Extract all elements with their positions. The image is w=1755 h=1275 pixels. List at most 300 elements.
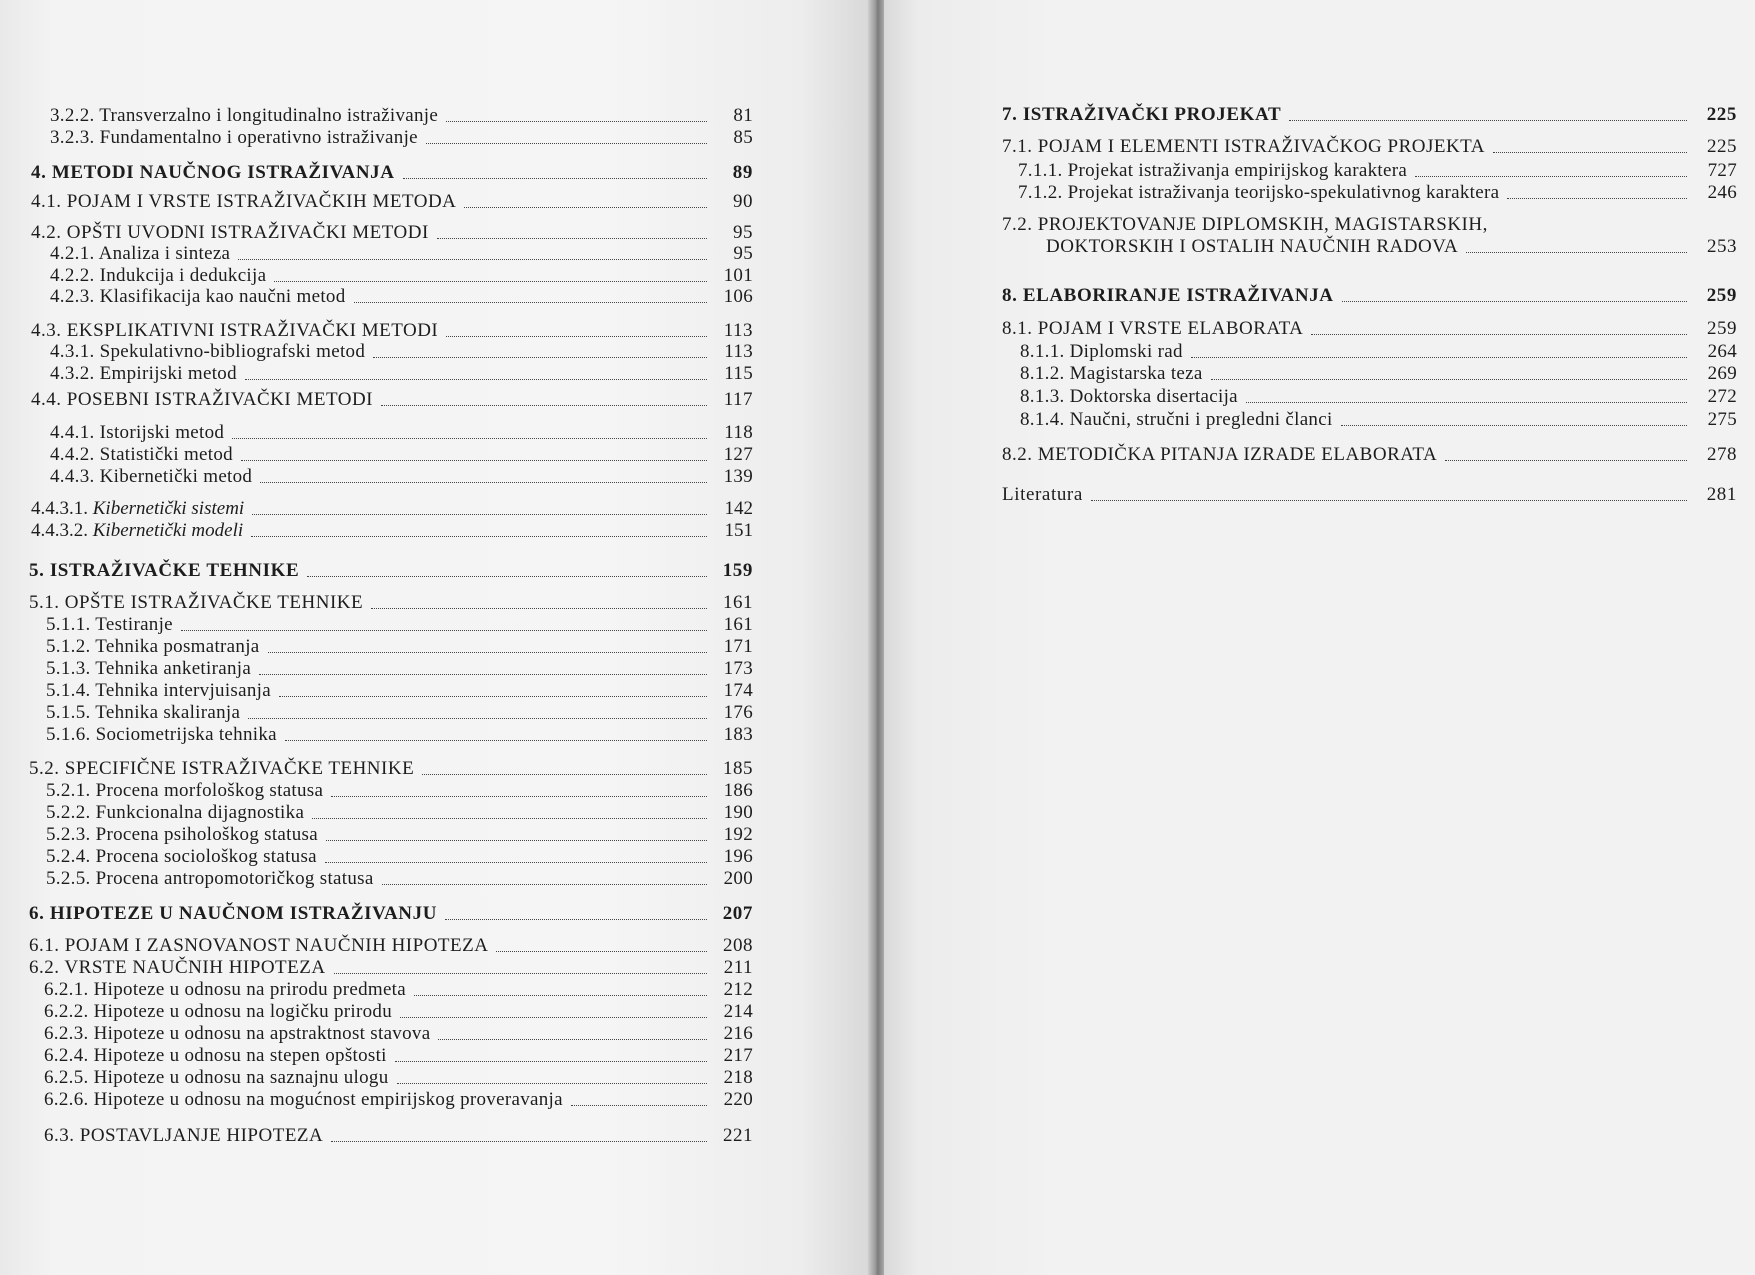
- toc-page-number: 185: [723, 758, 753, 779]
- dot-leader: [1493, 152, 1687, 153]
- toc-entry: [50, 127, 753, 149]
- dot-leader: [397, 1083, 707, 1084]
- dot-leader: [373, 357, 707, 358]
- toc-entry: [1020, 409, 1737, 431]
- toc-page-number: 81: [733, 105, 753, 126]
- toc-entry: [50, 265, 753, 287]
- dot-leader: [331, 796, 707, 797]
- toc-entry-text: Indukcija i dedukcija: [99, 265, 267, 286]
- toc-entry-text: Hipoteze u odnosu na stepen opštosti: [93, 1045, 387, 1066]
- toc-page-number: 101: [723, 265, 753, 286]
- toc-entry-number: 6.1.: [29, 935, 60, 956]
- toc-entry-title: [44, 1045, 387, 1067]
- toc-entry: [1002, 484, 1737, 506]
- toc-entry-text: Analiza i sinteza: [98, 243, 231, 264]
- toc-entry-title: [50, 341, 365, 363]
- dot-leader: [445, 919, 707, 920]
- toc-entry: [46, 780, 753, 802]
- toc-entry-text: Diplomski rad: [1069, 341, 1183, 362]
- dot-leader: [1507, 198, 1687, 199]
- toc-entry-number: 5.1.6.: [46, 724, 91, 745]
- toc-entry: [1002, 104, 1737, 126]
- toc-page-number: 246: [1707, 182, 1737, 203]
- toc-entry-text: Tehnika posmatranja: [95, 636, 260, 657]
- toc-entry-title: [1002, 285, 1334, 307]
- toc-entry-number: 5.1.5.: [46, 702, 91, 723]
- toc-entry-text: EKSPLIKATIVNI ISTRAŽIVAČKI METODI: [66, 320, 439, 341]
- toc-entry-text: VRSTE NAUČNIH HIPOTEZA: [64, 957, 326, 978]
- toc-entry: [1002, 136, 1737, 158]
- toc-entry-title: [50, 127, 418, 149]
- toc-entry-title: [29, 560, 299, 582]
- toc-entry: [31, 320, 753, 342]
- toc-page-number: 272: [1707, 386, 1737, 407]
- toc-page-number: 173: [723, 658, 753, 679]
- dot-leader: [232, 438, 707, 439]
- toc-entry-title: [1020, 363, 1203, 385]
- toc-entry-title: [31, 520, 243, 542]
- toc-entry-title: [44, 1089, 563, 1111]
- dot-leader: [1415, 176, 1687, 177]
- dot-leader: [371, 608, 707, 609]
- toc-entry-number: 7.1.1.: [1018, 160, 1063, 181]
- toc-entry-number: 8.: [1002, 285, 1018, 306]
- toc-entry-text: POSTAVLJANJE HIPOTEZA: [79, 1125, 324, 1146]
- dot-leader: [400, 1017, 707, 1018]
- toc-page-number: 278: [1707, 444, 1737, 465]
- toc-entry-text: Fundamentalno i operativno istraživanje: [99, 127, 418, 148]
- toc-entry-text: ISTRAŽIVAČKI PROJEKAT: [1022, 104, 1282, 125]
- toc-entry: [46, 824, 753, 846]
- dot-leader: [181, 630, 707, 631]
- toc-entry-number: 5.2.5.: [46, 868, 91, 889]
- toc-page-number: 200: [723, 868, 753, 889]
- toc-page-number: 159: [722, 560, 753, 581]
- toc-entry-text: ELABORIRANJE ISTRAŽIVANJA: [1022, 285, 1334, 306]
- toc-entry-text: Magistarska teza: [1069, 363, 1203, 384]
- toc-entry-title: [50, 243, 230, 265]
- dot-leader: [381, 405, 707, 406]
- toc-entry-number: 7.1.: [1002, 136, 1033, 157]
- dot-leader: [285, 740, 707, 741]
- toc-page-number: 176: [723, 702, 753, 723]
- toc-entry-text: Procena antropomotoričkog statusa: [95, 868, 374, 889]
- toc-entry-number: 4.4.3.2.: [31, 520, 88, 541]
- toc-entry-text: SPECIFIČNE ISTRAŽIVAČKE TEHNIKE: [64, 758, 415, 779]
- dot-leader: [422, 774, 707, 775]
- toc-entry: [31, 162, 753, 184]
- toc-entry-number: 4.1.: [31, 191, 62, 212]
- toc-entry-text: Projekat istraživanja empirijskog karaktera: [1067, 160, 1408, 181]
- toc-entry-number: 6.2.3.: [44, 1023, 89, 1044]
- toc-entry: [44, 1023, 753, 1045]
- toc-entry-text: Funkcionalna dijagnostika: [95, 802, 305, 823]
- toc-entry-title: [1018, 160, 1407, 182]
- dot-leader: [252, 514, 707, 515]
- toc-entry: [50, 286, 753, 308]
- dot-leader: [334, 973, 707, 974]
- toc-entry: [50, 341, 753, 363]
- toc-entry-title: [46, 702, 240, 724]
- toc-entry-title: [44, 1067, 389, 1089]
- toc-entry-text: Hipoteze u odnosu na prirodu predmeta: [93, 979, 406, 1000]
- toc-entry-number: 6.2.5.: [44, 1067, 89, 1088]
- toc-entry: [46, 680, 753, 702]
- toc-entry-title: [1020, 409, 1333, 431]
- dot-leader: [1289, 120, 1687, 121]
- toc-entry-text: Transverzalno i longitudinalno istraživanje: [99, 105, 439, 126]
- dot-leader: [446, 336, 707, 337]
- toc-page-number: 220: [723, 1089, 753, 1110]
- toc-page-number: 183: [723, 724, 753, 745]
- toc-entry-number: 4.4.: [31, 389, 62, 410]
- dot-leader: [245, 379, 707, 380]
- toc-page-number: 207: [722, 903, 753, 924]
- toc-entry-number: 6.2.6.: [44, 1089, 89, 1110]
- toc-list-right: [884, 0, 1755, 1275]
- toc-entry-text: METODIČKA PITANJA IZRADE ELABORATA: [1037, 444, 1438, 465]
- toc-entry-text: Tehnika anketiranja: [95, 658, 252, 679]
- toc-entry-text: Kibernetički modeli: [92, 520, 244, 541]
- toc-entry: [44, 1045, 753, 1067]
- toc-entry-text: Projekat istraživanja teorijsko-spekulativnog karaktera: [1067, 182, 1500, 203]
- toc-page-number: 90: [733, 191, 753, 212]
- toc-entry-number: 5.: [29, 560, 45, 581]
- toc-entry-number: 8.1.4.: [1020, 409, 1065, 430]
- toc-entry: [1020, 386, 1737, 408]
- toc-entry: [29, 957, 753, 979]
- toc-entry-text: Testiranje: [95, 614, 173, 635]
- toc-entry-text: PROJEKTOVANJE DIPLOMSKIH, MAGISTARSKIH,: [1037, 214, 1488, 235]
- toc-entry-text: Literatura: [1002, 484, 1083, 505]
- toc-entry-number: 4.4.3.1.: [31, 498, 88, 519]
- toc-entry-title: [1002, 136, 1485, 158]
- toc-entry-text: Statistički metod: [99, 444, 233, 465]
- toc-page-number: 186: [723, 780, 753, 801]
- toc-entry: [46, 802, 753, 824]
- dot-leader: [426, 143, 707, 144]
- toc-entry-number: 5.1.2.: [46, 636, 91, 657]
- toc-entry-title: [46, 724, 277, 746]
- toc-entry: [31, 389, 753, 411]
- toc-entry-title: [50, 105, 438, 127]
- toc-entry-number: 8.1.2.: [1020, 363, 1065, 384]
- toc-entry: [1020, 341, 1737, 363]
- toc-entry-text: METODI NAUČNOG ISTRAŽIVANJA: [51, 162, 395, 183]
- toc-entry: [50, 466, 753, 488]
- toc-entry-title: [46, 636, 260, 658]
- toc-entry-title: [46, 846, 317, 868]
- toc-entry-number: 4.3.1.: [50, 341, 95, 362]
- toc-entry: [1020, 363, 1737, 385]
- dot-leader: [251, 536, 707, 537]
- toc-entry-title: [29, 935, 488, 957]
- toc-page-number: 727: [1707, 160, 1737, 181]
- toc-entry-title: [1018, 182, 1499, 204]
- toc-entry-number: 4.3.2.: [50, 363, 95, 384]
- toc-entry-title: [31, 162, 395, 184]
- toc-entry-number: 8.1.1.: [1020, 341, 1065, 362]
- toc-entry: [44, 1089, 753, 1111]
- toc-entry-text: POJAM I VRSTE ISTRAŽIVAČKIH METODA: [66, 191, 457, 212]
- toc-entry-text: Kibernetički sistemi: [92, 498, 245, 519]
- toc-entry-number: 4.4.2.: [50, 444, 95, 465]
- dot-leader: [464, 207, 707, 208]
- toc-entry-text: Procena sociološkog statusa: [95, 846, 317, 867]
- toc-page-number: 161: [723, 592, 753, 613]
- toc-entry: [1002, 318, 1737, 340]
- toc-entry: [1002, 214, 1737, 258]
- toc-entry-title: [31, 191, 456, 213]
- toc-page-number: 264: [1707, 341, 1737, 362]
- dot-leader: [312, 818, 707, 819]
- toc-entry-text: Spekulativno-bibliografski metod: [99, 341, 366, 362]
- toc-entry-text: Procena morfološkog statusa: [95, 780, 324, 801]
- dot-leader: [259, 674, 707, 675]
- toc-entry-number: 3.2.2.: [50, 105, 95, 126]
- toc-page-number: 190: [723, 802, 753, 823]
- toc-page-number: 216: [723, 1023, 753, 1044]
- toc-page-number: 225: [1706, 104, 1737, 125]
- toc-entry-number: 6.3.: [44, 1125, 75, 1146]
- dot-leader: [1342, 301, 1687, 302]
- dot-leader: [496, 951, 707, 952]
- toc-entry-text: Doktorska disertacija: [1069, 386, 1238, 407]
- toc-entry-number: 3.2.3.: [50, 127, 95, 148]
- toc-entry-title: [29, 957, 326, 979]
- toc-entry-title: [44, 1125, 323, 1147]
- dot-leader: [279, 696, 707, 697]
- dot-leader: [1191, 357, 1687, 358]
- toc-entry: [1002, 285, 1737, 307]
- toc-entry-number: 4.4.3.: [50, 466, 95, 487]
- toc-page-number: 115: [724, 363, 753, 384]
- toc-page-number: 218: [723, 1067, 753, 1088]
- toc-entry-number: 5.1.4.: [46, 680, 91, 701]
- toc-entry-title: [50, 363, 237, 385]
- left-page: [0, 0, 870, 1275]
- toc-entry-title: [44, 979, 406, 1001]
- toc-entry-text: OPŠTE ISTRAŽIVAČKE TEHNIKE: [64, 592, 364, 613]
- toc-entry: [1018, 160, 1737, 182]
- dot-leader: [571, 1105, 707, 1106]
- toc-page-number: 192: [723, 824, 753, 845]
- toc-entry-number: 6.2.4.: [44, 1045, 89, 1066]
- toc-entry-text: Klasifikacija kao naučni metod: [99, 286, 346, 307]
- toc-entry-text: Tehnika skaliranja: [95, 702, 241, 723]
- toc-entry-title: [1020, 341, 1183, 363]
- toc-entry-title: [50, 466, 252, 488]
- dot-leader: [1311, 334, 1687, 335]
- toc-entry-title: [31, 222, 429, 244]
- toc-entry-number: 5.1.1.: [46, 614, 91, 635]
- toc-page-number: 118: [724, 422, 753, 443]
- toc-entry: [44, 979, 753, 1001]
- toc-entry-number: 8.1.3.: [1020, 386, 1065, 407]
- toc-entry-number: 6.2.2.: [44, 1001, 89, 1022]
- toc-page-number: 225: [1707, 136, 1737, 157]
- toc-entry-number: 5.2.: [29, 758, 60, 779]
- toc-entry-number: 7.2.: [1002, 214, 1033, 235]
- dot-leader: [1445, 460, 1687, 461]
- toc-entry: [46, 846, 753, 868]
- toc-entry: [50, 105, 753, 127]
- toc-entry-number: 5.1.3.: [46, 658, 91, 679]
- toc-entry-title: [46, 658, 251, 680]
- toc-entry: [46, 868, 753, 890]
- toc-entry: [46, 702, 753, 724]
- toc-entry-number: 7.: [1002, 104, 1018, 125]
- toc-page-number: 196: [723, 846, 753, 867]
- toc-page-number: 171: [723, 636, 753, 657]
- toc-page-number: 214: [723, 1001, 753, 1022]
- toc-entry-number: 4.2.1.: [50, 243, 95, 264]
- toc-page-number: 113: [724, 341, 753, 362]
- toc-entry-title: [44, 1001, 392, 1023]
- toc-entry-title: [46, 680, 271, 702]
- toc-page-number: 95: [733, 243, 753, 264]
- toc-page-number: 259: [1706, 285, 1737, 306]
- toc-entry: [44, 1125, 753, 1147]
- dot-leader: [326, 840, 707, 841]
- toc-entry: [31, 520, 753, 542]
- toc-entry: [46, 724, 753, 746]
- toc-entry-text: Procena psihološkog statusa: [95, 824, 318, 845]
- toc-entry-title: [1020, 386, 1238, 408]
- toc-entry-number: 4.4.1.: [50, 422, 95, 443]
- toc-entry-title: [50, 286, 346, 308]
- dot-leader: [325, 862, 707, 863]
- toc-entry-text: Naučni, stručni i pregledni članci: [1069, 409, 1333, 430]
- toc-entry-number: 4.2.2.: [50, 265, 95, 286]
- toc-entry-number: 5.1.: [29, 592, 60, 613]
- dot-leader: [260, 482, 707, 483]
- toc-page-number: 269: [1707, 363, 1737, 384]
- toc-entry-title: [29, 758, 414, 780]
- toc-entry-text: HIPOTEZE U NAUČNOM ISTRAŽIVANJU: [49, 903, 438, 924]
- toc-entry-title: [1002, 444, 1437, 466]
- toc-entry-title: [44, 1023, 430, 1045]
- toc-entry: [44, 1001, 753, 1023]
- toc-page-number: 253: [1707, 236, 1737, 257]
- toc-page-number: 127: [723, 444, 753, 465]
- toc-entry-title: [31, 389, 373, 411]
- toc-entry-text: ISTRAŽIVAČKE TEHNIKE: [49, 560, 300, 581]
- toc-entry-title: [29, 903, 437, 925]
- toc-entry: [50, 363, 753, 385]
- toc-entry-title: [31, 498, 244, 520]
- dot-leader: [1091, 500, 1687, 501]
- toc-page-number: 106: [723, 286, 753, 307]
- toc-entry: [31, 191, 753, 213]
- toc-entry-title: [46, 824, 318, 846]
- toc-entry-number: 6.2.1.: [44, 979, 89, 1000]
- toc-page-number: 139: [723, 466, 753, 487]
- toc-entry: [50, 422, 753, 444]
- dot-leader: [307, 576, 707, 577]
- toc-page-number: 151: [724, 520, 753, 541]
- toc-entry-text: Kibernetički metod: [99, 466, 253, 487]
- toc-entry-text: POSEBNI ISTRAŽIVAČKI METODI: [66, 389, 374, 410]
- toc-entry-title: [31, 320, 438, 342]
- dot-leader: [395, 1061, 707, 1062]
- toc-entry: [1002, 444, 1737, 466]
- toc-entry-text-line-2: DOKTORSKIH I OSTALIH NAUČNIH RADOVA: [1046, 236, 1459, 257]
- toc-entry: [29, 903, 753, 925]
- toc-entry-number: 5.2.3.: [46, 824, 91, 845]
- toc-page-number: 95: [733, 222, 753, 243]
- toc-entry-text: POJAM I VRSTE ELABORATA: [1037, 318, 1304, 339]
- toc-entry-title: [50, 444, 233, 466]
- toc-entry-number: 8.2.: [1002, 444, 1033, 465]
- toc-entry-number: 4.2.3.: [50, 286, 95, 307]
- toc-entry-title: [46, 780, 323, 802]
- toc-entry: [31, 222, 753, 244]
- toc-entry: [31, 498, 753, 520]
- dot-leader: [382, 884, 707, 885]
- toc-page-number: 212: [723, 979, 753, 1000]
- toc-entry-number: 4.2.: [31, 222, 62, 243]
- toc-entry: [46, 636, 753, 658]
- toc-entry-text: OPŠTI UVODNI ISTRAŽIVAČKI METODI: [66, 222, 429, 243]
- dot-leader: [238, 259, 707, 260]
- toc-page-number: 217: [723, 1045, 753, 1066]
- toc-page-number: 281: [1706, 484, 1737, 505]
- toc-entry-number: 8.1.: [1002, 318, 1033, 339]
- dot-leader: [438, 1039, 707, 1040]
- dot-leader: [437, 238, 707, 239]
- toc-entry-title: [46, 868, 374, 890]
- toc-entry-title: [1002, 484, 1083, 506]
- toc-page-number: 208: [723, 935, 753, 956]
- dot-leader: [446, 121, 707, 122]
- toc-entry-text: Hipoteze u odnosu na apstraktnost stavova: [93, 1023, 431, 1044]
- dot-leader: [354, 302, 707, 303]
- toc-page-number: 85: [733, 127, 753, 148]
- toc-entry-title: [50, 265, 266, 287]
- toc-entry: [46, 614, 753, 636]
- dot-leader: [1246, 402, 1687, 403]
- toc-entry-number: 6.2.: [29, 957, 60, 978]
- toc-entry-number: 6.: [29, 903, 45, 924]
- dot-leader: [241, 460, 707, 461]
- toc-page-number: 161: [723, 614, 753, 635]
- toc-entry-number: 7.1.2.: [1018, 182, 1063, 203]
- toc-page-number: 259: [1707, 318, 1737, 339]
- toc-page-number: 221: [723, 1125, 753, 1146]
- toc-entry-text: Hipoteze u odnosu na logičku prirodu: [93, 1001, 393, 1022]
- dot-leader: [274, 281, 707, 282]
- right-page: [884, 0, 1755, 1275]
- dot-leader: [414, 995, 707, 996]
- toc-entry-text: Tehnika intervjuisanja: [95, 680, 271, 701]
- toc-entry-number: 5.2.4.: [46, 846, 91, 867]
- toc-entry: [50, 444, 753, 466]
- toc-entry-text: POJAM I ZASNOVANOST NAUČNIH HIPOTEZA: [64, 935, 489, 956]
- toc-entry-text: Empirijski metod: [99, 363, 237, 384]
- dot-leader: [331, 1141, 707, 1142]
- toc-list-left: [0, 0, 870, 1275]
- toc-entry-text: POJAM I ELEMENTI ISTRAŽIVAČKOG PROJEKTA: [1037, 136, 1485, 157]
- toc-entry-title: [50, 422, 224, 444]
- toc-entry: [50, 243, 753, 265]
- toc-entry-title: [1002, 104, 1281, 126]
- toc-entry-number: 5.2.1.: [46, 780, 91, 801]
- dot-leader: [403, 178, 707, 179]
- toc-page-number: 113: [723, 320, 753, 341]
- toc-entry-title: [46, 614, 173, 636]
- toc-page-number: 211: [723, 957, 753, 978]
